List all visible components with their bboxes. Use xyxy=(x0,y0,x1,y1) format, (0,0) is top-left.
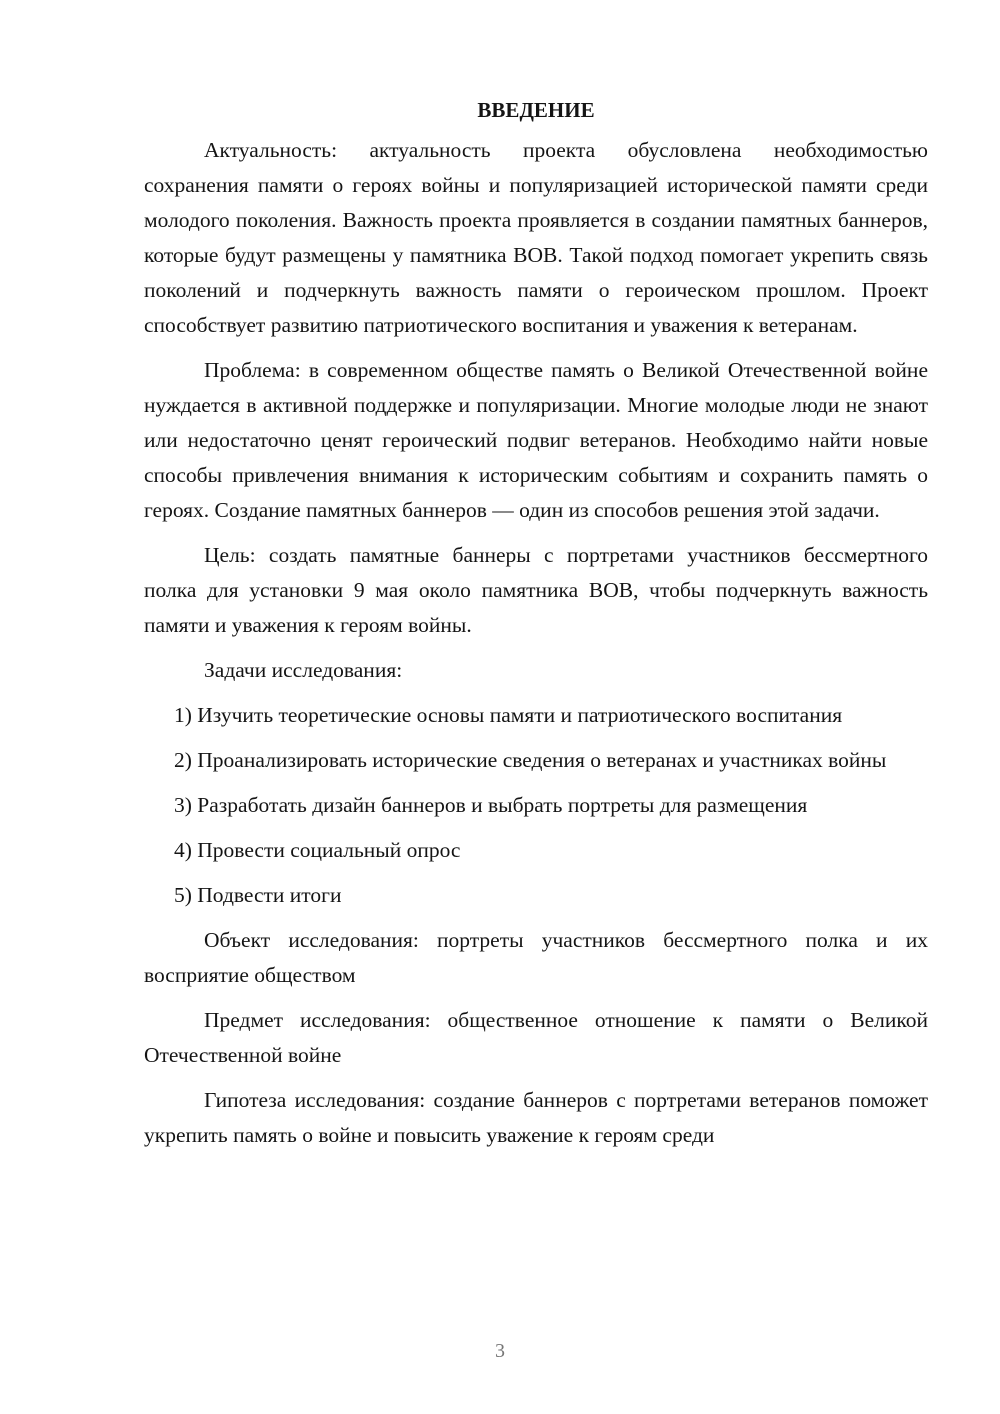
tasks-heading: Задачи исследования: xyxy=(204,658,403,682)
paragraph-goal: Цель: создать памятные баннеры с портретами участников бессмертного полка для установки 9 мая около памятника ВОВ, чтобы подчеркнуть важность памяти и уважения к героям войны. xyxy=(144,543,928,637)
paragraph-subject: Предмет исследования: общественное отношение к памяти о Великой Отечественной войне xyxy=(144,1008,928,1067)
paragraph-hypothesis: Гипотеза исследования: создание баннеров с портретами ветеранов поможет укрепить память о войне и повысить уважение к героям среди xyxy=(144,1088,928,1147)
paragraph-relevance: Актуальность: актуальность проекта обусловлена необходимостью сохранения памяти о героях войны и популяризацией исторической памяти среди молодого поколения. Важность проекта проявляется в создании памятных баннеров, которые будут размещены у памятника ВОВ. Такой подход помогает укрепить связь поколений и подчеркнуть важность памяти о героическом прошлом. Проект способствует развитию патриотического воспитания и уважения к ветеранам. xyxy=(144,138,928,337)
paragraph-object: Объект исследования: портреты участников бессмертного полка и их восприятие обществом xyxy=(144,928,928,987)
paragraph-problem: Проблема: в современном обществе память о Великой Отечественной войне нуждается в активной поддержке и популяризации. Многие молодые люди не знают или недостаточно ценят героический подвиг ветеранов. Необходимо найти новые способы привлечения внимания к историческим событиям и сохранить память о героях. Создание памятных баннеров — один из способов решения этой задачи. xyxy=(144,358,928,522)
task-item: 5) Подвести итоги xyxy=(174,883,342,907)
task-item: 2) Проанализировать исторические сведения о ветеранах и участниках войны xyxy=(174,748,887,772)
task-item: 3) Разработать дизайн баннеров и выбрать портреты для размещения xyxy=(174,793,808,817)
page-content xyxy=(144,93,928,1163)
task-item: 4) Провести социальный опрос xyxy=(174,838,461,862)
section-title: ВВЕДЕНИЕ xyxy=(477,98,595,122)
page-number: 3 xyxy=(495,1340,505,1362)
task-item: 1) Изучить теоретические основы памяти и патриотического воспитания xyxy=(174,703,843,727)
